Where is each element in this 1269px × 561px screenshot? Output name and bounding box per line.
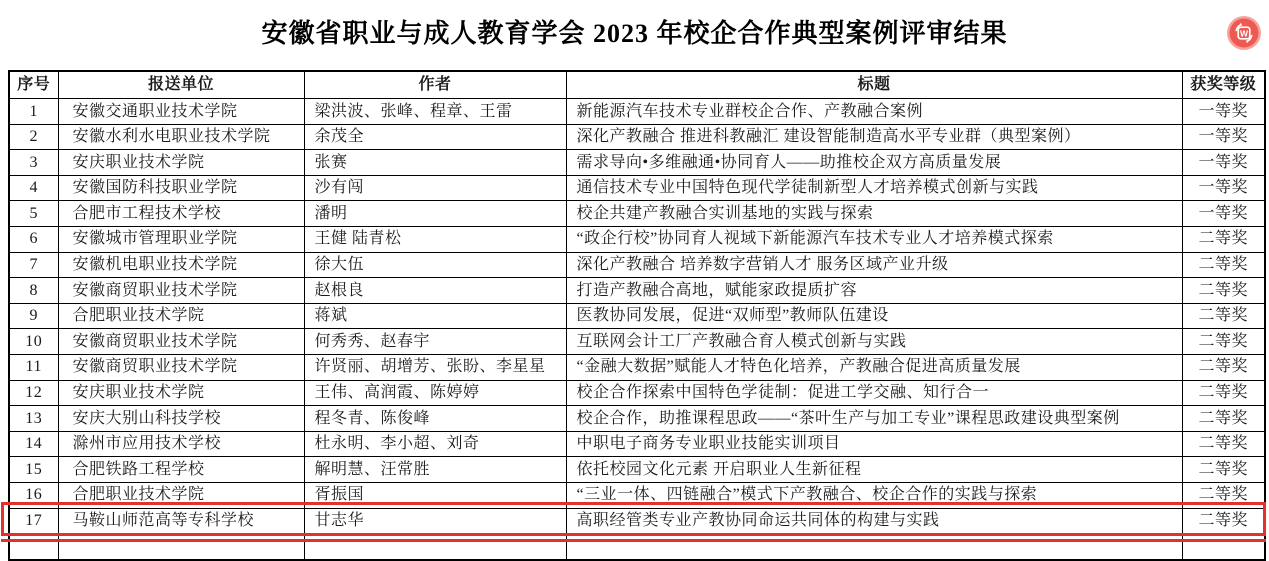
wps-doc-convert-button[interactable] [1226, 15, 1262, 51]
report-unit-cell: 合肥职业技术学院 [58, 482, 304, 508]
award-level-cell: 二等奖 [1182, 457, 1265, 483]
authors-cell: 张赛 [304, 150, 566, 176]
award-level-cell: 二等奖 [1182, 226, 1265, 252]
authors-cell: 程冬青、陈俊峰 [304, 406, 566, 432]
report-unit-cell: 安庆大别山科技学校 [58, 406, 304, 432]
case-title-cell: 深化产教融合 推进科教融汇 建设智能制造高水平专业群（典型案例） [566, 124, 1182, 150]
award-level-cell: 二等奖 [1182, 431, 1265, 457]
case-title-cell: 校企共建产教融合实训基地的实践与探索 [566, 201, 1182, 227]
award-level-cell: 二等奖 [1182, 354, 1265, 380]
report-unit-cell: 安徽商贸职业技术学院 [58, 278, 304, 304]
case-title-cell: 新能源汽车技术专业群校企合作、产教融合案例 [566, 99, 1182, 125]
authors-cell: 赵根良 [304, 278, 566, 304]
award-level-cell: 一等奖 [1182, 175, 1265, 201]
award-level-cell: 二等奖 [1182, 252, 1265, 278]
document-page [0, 13, 1269, 542]
award-level-cell: 二等奖 [1182, 278, 1265, 304]
header-cell-title: 标题 [566, 71, 1182, 99]
authors-cell: 蒋斌 [304, 303, 566, 329]
row-number-cell: 3 [9, 150, 58, 176]
case-title-cell: 需求导向•多维融通•协同育人——助推校企双方高质量发展 [566, 150, 1182, 176]
award-level-cell: 二等奖 [1182, 482, 1265, 508]
table-row [9, 99, 1265, 125]
authors-cell: 余茂全 [304, 124, 566, 150]
report-unit-cell: 安庆职业技术学院 [58, 150, 304, 176]
table-row [9, 457, 1265, 483]
award-level-cell: 二等奖 [1182, 380, 1265, 406]
page-title: 安徽省职业与成人教育学会 2023 年校企合作典型案例评审结果 [261, 19, 1008, 48]
case-title-cell: 打造产教融合高地，赋能家政提质扩容 [566, 278, 1182, 304]
table-row [9, 226, 1265, 252]
row-number-cell: 12 [9, 380, 58, 406]
case-title-cell: 医教协同发展，促进“双师型”教师队伍建设 [566, 303, 1182, 329]
authors-cell: 解明慧、汪常胜 [304, 457, 566, 483]
case-title-cell: 互联网会计工厂产教融合育人模式创新与实践 [566, 329, 1182, 355]
header-row [9, 71, 1265, 99]
svg-text:W: W [1239, 28, 1249, 39]
results-table [8, 70, 1266, 561]
table-row [9, 175, 1265, 201]
authors-cell: 沙有闯 [304, 175, 566, 201]
row-number-cell: 16 [9, 482, 58, 508]
case-title-cell: 中职电子商务专业职业技能实训项目 [566, 431, 1182, 457]
case-title-cell: “政企行校”协同育人视域下新能源汽车技术专业人才培养模式探索 [566, 226, 1182, 252]
case-title-cell: “三业一体、四链融合”模式下产教融合、校企合作的实践与探索 [566, 482, 1182, 508]
report-unit-cell: 合肥职业技术学院 [58, 303, 304, 329]
case-title-cell: 校企合作，助推课程思政——“茶叶生产与加工专业”课程思政建设典型案例 [566, 406, 1182, 432]
award-level-cell: 二等奖 [1182, 303, 1265, 329]
header-cell-unit: 报送单位 [58, 71, 304, 99]
table-row [9, 329, 1265, 355]
row-number-cell: 7 [9, 252, 58, 278]
case-title-cell: 依托校园文化元素 开启职业人生新征程 [566, 457, 1182, 483]
table-row [9, 150, 1265, 176]
row-number-cell: 17 [9, 508, 58, 534]
report-unit-cell: 滁州市应用技术学校 [58, 431, 304, 457]
row-number-cell: 4 [9, 175, 58, 201]
row-number-cell: 8 [9, 278, 58, 304]
row-number-cell: 1 [9, 99, 58, 125]
report-unit-cell: 安徽交通职业技术学院 [58, 99, 304, 125]
case-title-cell: “金融大数据”赋能人才特色化培养，产教融合促进高质量发展 [566, 354, 1182, 380]
authors-cell: 徐大伍 [304, 252, 566, 278]
report-unit-cell: 安徽水利水电职业技术学院 [58, 124, 304, 150]
report-unit-cell: 安庆职业技术学院 [58, 380, 304, 406]
row-number-cell: 6 [9, 226, 58, 252]
table-row [9, 303, 1265, 329]
report-unit-cell: 安徽商贸职业技术学院 [58, 354, 304, 380]
row-number-cell: 5 [9, 201, 58, 227]
authors-cell: 王健 陆青松 [304, 226, 566, 252]
report-unit-cell: 合肥市工程技术学校 [58, 201, 304, 227]
row-number-cell: 11 [9, 354, 58, 380]
case-title-cell: 校企合作探索中国特色学徒制：促进工学交融、知行合一 [566, 380, 1182, 406]
row-number-cell: 10 [9, 329, 58, 355]
report-unit-cell: 安徽机电职业技术学院 [58, 252, 304, 278]
table-row [9, 354, 1265, 380]
case-title-cell: 高职经管类专业产教协同命运共同体的构建与实践 [566, 508, 1182, 534]
award-level-cell: 一等奖 [1182, 201, 1265, 227]
table-row [9, 124, 1265, 150]
award-level-cell: 二等奖 [1182, 508, 1265, 534]
header-cell-award: 获奖等级 [1182, 71, 1265, 99]
table-row [9, 482, 1265, 508]
report-unit-cell: 安徽城市管理职业学院 [58, 226, 304, 252]
authors-cell: 何秀秀、赵春宇 [304, 329, 566, 355]
authors-cell: 许贤丽、胡增芳、张盼、李星星 [304, 354, 566, 380]
row-number-cell: 13 [9, 406, 58, 432]
report-unit-cell: 安徽国防科技职业学院 [58, 175, 304, 201]
header-cell-no: 序号 [9, 71, 58, 99]
award-level-cell: 一等奖 [1182, 150, 1265, 176]
table-row [9, 201, 1265, 227]
row-number-cell: 15 [9, 457, 58, 483]
report-unit-cell: 马鞍山师范高等专科学校 [58, 508, 304, 534]
partial-row [9, 534, 1265, 560]
authors-cell: 胥振国 [304, 482, 566, 508]
authors-cell: 潘明 [304, 201, 566, 227]
table-row [9, 406, 1265, 432]
row-number-cell: 14 [9, 431, 58, 457]
table-row [9, 252, 1265, 278]
authors-cell: 梁洪波、张峰、程章、王雷 [304, 99, 566, 125]
award-level-cell: 一等奖 [1182, 124, 1265, 150]
report-unit-cell: 合肥铁路工程学校 [58, 457, 304, 483]
award-level-cell: 二等奖 [1182, 329, 1265, 355]
table-row [9, 431, 1265, 457]
row-number-cell: 2 [9, 124, 58, 150]
report-unit-cell: 安徽商贸职业技术学院 [58, 329, 304, 355]
authors-cell: 王伟、高润霞、陈婷婷 [304, 380, 566, 406]
doc-convert-icon [1226, 15, 1262, 51]
table-row [9, 508, 1265, 534]
case-title-cell: 通信技术专业中国特色现代学徒制新型人才培养模式创新与实践 [566, 175, 1182, 201]
table-row [9, 278, 1265, 304]
case-title-cell: 深化产教融合 培养数字营销人才 服务区域产业升级 [566, 252, 1182, 278]
authors-cell: 杜永明、李小超、刘奇 [304, 431, 566, 457]
row-number-cell: 9 [9, 303, 58, 329]
award-level-cell: 二等奖 [1182, 406, 1265, 432]
award-level-cell: 一等奖 [1182, 99, 1265, 125]
table-row [9, 380, 1265, 406]
authors-cell: 甘志华 [304, 508, 566, 534]
header-cell-author: 作者 [304, 71, 566, 99]
